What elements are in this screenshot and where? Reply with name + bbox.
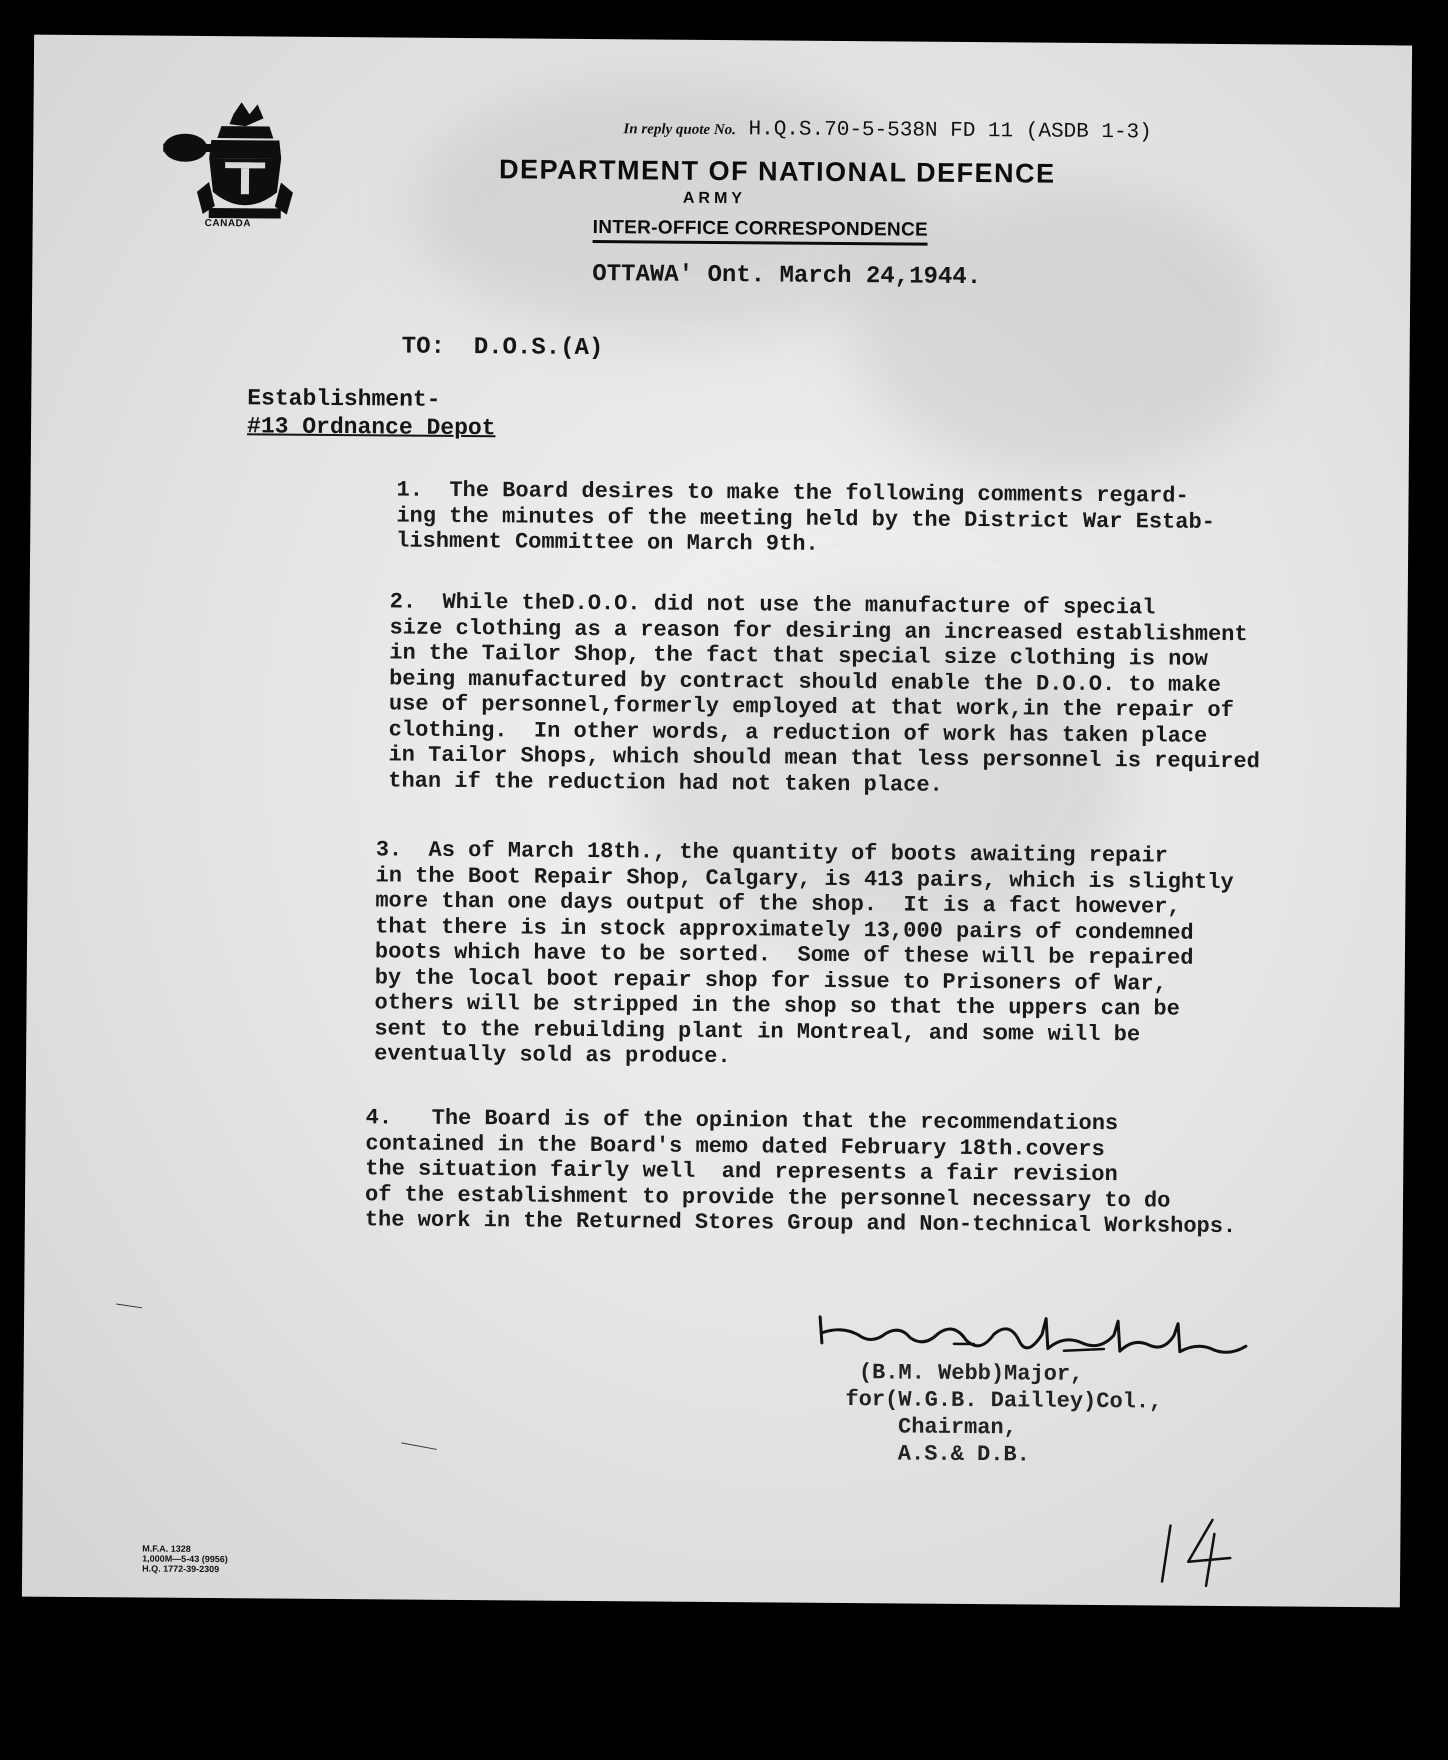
paragraph-3: 3. As of March 18th., the quantity of boots awaiting repair in the Boot Repair Shop, Calgary, is 413 pairs, which is slightly more than one days output of the shop. It is a fact however, that there is in stock approximately 13,000 pairs of condemned boots which have to be sorted. Some of these will be repaired by the local boot repair shop for issue to Prisoners of War, others will be stripped in the shop so that the uppers can be sent to the rebuilding plant in Montreal, and some will be eventually sold as produce. xyxy=(374,837,1234,1070)
to-label: TO: xyxy=(401,333,446,361)
signature-block: (B.M. Webb)Major, for(W.G.B. Dailley)Col., Chairman, A.S.& D.B. xyxy=(844,1360,1163,1468)
department-title: DEPARTMENT OF NATIONAL DEFENCE xyxy=(498,154,1056,189)
stray-mark xyxy=(116,1303,142,1308)
paragraph-2: 2. While theD.O.O. did not use the manufacture of special size clothing as a reason for desiring an increased establishment in the Tailor Shop, the fact that special size clothing is now being manufactured by contract should enable the D.O.O. to make use of personnel,formerly employed at that work,in the repair of clothing. In other words, a reduction of work has taken place in Tailor Shops, which should mean that less personnel is required than if the reduction had not taken place. xyxy=(388,589,1260,798)
canada-crest-logo xyxy=(145,95,326,236)
paragraph-1: 1. The Board desires to make the following comments regard- ing the minutes of the meeting held by the District War Estab- lishment Committee on March 9th. xyxy=(396,477,1216,557)
reply-ref-number: H.Q.S.70-5-538N FD 11 (ASDB 1-3) xyxy=(748,118,1152,145)
stray-mark xyxy=(401,1442,437,1450)
form-number: M.F.A. 1328 1,000M—5-43 (9956) H.Q. 1772-39-2309 xyxy=(142,1543,228,1575)
page-number-text: 14 xyxy=(1152,1511,1154,1513)
branch-title: ARMY xyxy=(682,189,747,208)
addressee xyxy=(402,334,604,363)
crest-label: CANADA xyxy=(204,217,252,230)
handwritten-page-number xyxy=(1152,1511,1243,1592)
subject-line-2: #13 Ordnance Depot xyxy=(246,413,496,442)
subject-block xyxy=(247,384,496,442)
reply-lead: In reply quote No. xyxy=(623,121,736,139)
subject-line-1: Establishment- xyxy=(247,385,441,413)
paragraph-4: 4. The Board is of the opinion that the recommendations contained in the Board's memo dated February 18th.covers the situation fairly well and represents a fair revision of the establishment to provide the personnel necessary to do the work in the Returned Stores Group and Non-technical Workshops. xyxy=(364,1105,1237,1240)
reply-reference xyxy=(623,117,1152,144)
to-value: D.O.S.(A) xyxy=(473,334,604,363)
document-page xyxy=(22,35,1412,1608)
form-title: INTER-OFFICE CORRESPONDENCE xyxy=(593,217,929,246)
dateline: OTTAWA' Ont. March 24,1944. xyxy=(592,261,982,292)
